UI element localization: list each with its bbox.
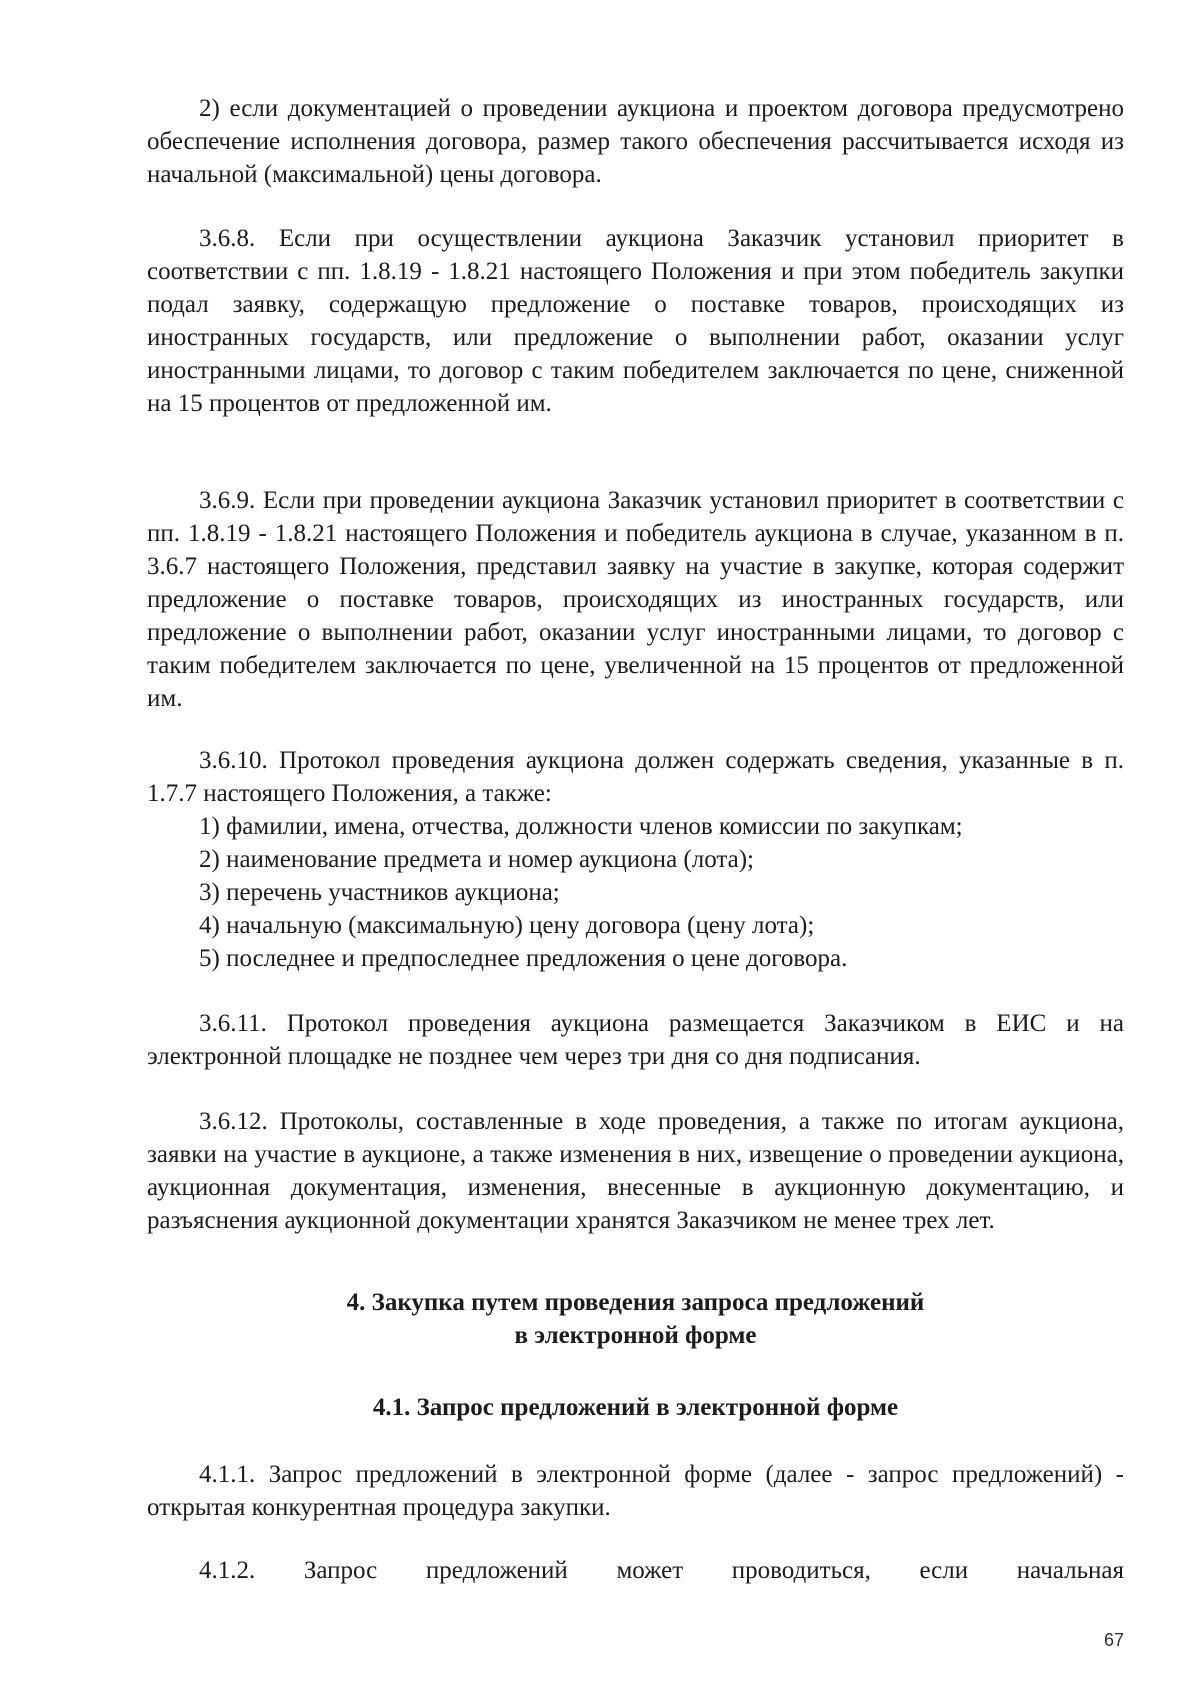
- paragraph-4-1-2: 4.1.2. Запрос предложений может проводиться, если начальная: [199, 1557, 1124, 1584]
- paragraph-3-6-9: 3.6.9. Если при проведении аукциона Заказчик установил приоритет в соответствии с пп. 1.8.19 - 1.8.21 настоящего Положения и победитель аукциона в случае, указанном в п. 3.6.7 настоящего Положения, представил заявку на участие в закупке, которая содержит предложение о поставке товаров, происходящих из иностранных государств, или предложение о выполнении работ, оказании услуг иностранными лицами, то договор с таким победителем заключается по цене, увеличенной на 15 процентов от предложенной им.: [147, 487, 1124, 712]
- list-item: 3) перечень участников аукциона;: [199, 879, 560, 906]
- paragraph-3-6-12: 3.6.12. Протоколы, составленные в ходе проведения, а также по итогам аукциона, заявки на участие в аукционе, а также изменения в них, извещение о проведении аукциона, аукционная документация, изменения, внесенные в аукционную документацию, и разъяснения аукционной документации хранятся Заказчиком не менее трех лет.: [147, 1108, 1124, 1234]
- list-item: 4) начальную (максимальную) цену договора (цену лота);: [199, 912, 815, 939]
- paragraph-3-6-8: 3.6.8. Если при осуществлении аукциона Заказчик установил приоритет в соответствии с пп. 1.8.19 - 1.8.21 настоящего Положения и при этом победитель закупки подал заявку, содержащую предложение о поставке товаров, происходящих из иностранных государств, или предложение о выполнении работ, оказании услуг иностранными лицами, то договор с таким победителем заключается по цене, сниженной на 15 процентов от предложенной им.: [147, 225, 1124, 417]
- paragraph-3-6-11: 3.6.11. Протокол проведения аукциона размещается Заказчиком в ЕИС и на электронной площадке не позднее чем через три дня со дня подписания.: [147, 1010, 1124, 1070]
- list-item: 1) фамилии, имена, отчества, должности членов комиссии по закупкам;: [199, 813, 963, 840]
- paragraph-3-6-7-item-2: 2) если документацией о проведении аукциона и проектом договора предусмотрено обеспечение исполнения договора, размер такого обеспечения рассчитывается исходя из начальной (максимальной) цены договора.: [147, 95, 1124, 188]
- paragraph-4-1-1: 4.1.1. Запрос предложений в электронной форме (далее - запрос предложений) - открытая конкурентная процедура закупки.: [147, 1461, 1124, 1521]
- paragraph-3-6-10: 3.6.10. Протокол проведения аукциона должен содержать сведения, указанные в п. 1.7.7 настоящего Положения, а также:: [147, 747, 1124, 807]
- section-heading-line-1: 4. Закупка путем проведения запроса предложений: [346, 1289, 925, 1316]
- subsection-heading: 4.1. Запрос предложений в электронной форме: [372, 1394, 899, 1421]
- list-item: 5) последнее и предпоследнее предложения о цене договора.: [199, 945, 848, 972]
- list-item: 2) наименование предмета и номер аукциона (лота);: [199, 846, 754, 873]
- page-number: 67: [1103, 1630, 1124, 1650]
- section-heading-line-2: в электронной форме: [514, 1322, 757, 1349]
